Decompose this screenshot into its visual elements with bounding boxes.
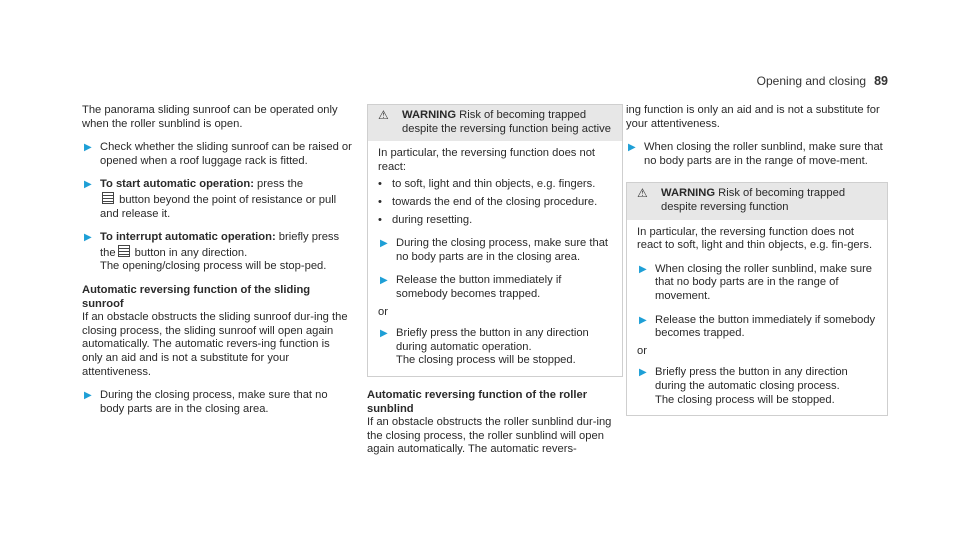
step-start-automatic — [82, 178, 352, 221]
step-press-button — [378, 327, 614, 368]
warning-triangle-icon: ⚠ — [378, 108, 389, 122]
step-roller-sunblind — [637, 263, 879, 304]
step-text: Release the button immediately if somebody becomes trapped. — [655, 313, 876, 340]
or-text: or — [637, 344, 647, 357]
arrow-right-icon: ▶ — [84, 390, 92, 402]
arrow-right-icon: ▶ — [380, 328, 388, 340]
step-text — [100, 178, 352, 221]
step-text — [396, 327, 614, 368]
warning-intro: In particular, the reversing function does not react to soft, light and thin objects, e.g. fin-gers. — [637, 225, 873, 252]
step-text: Check whether the sliding sunroof can be raised or opened when a roof luggage rack is fitted. — [100, 141, 352, 167]
arrow-right-icon: ▶ — [84, 179, 92, 191]
or-text: or — [378, 305, 388, 318]
step-text-part: Briefly press the button in any direction during the automatic closing process. — [655, 366, 848, 392]
step-check-luggage-rack — [82, 141, 352, 168]
step-press-button — [637, 366, 879, 407]
section-paragraph: If an obstacle obstructs the roller sunblind dur-ing the closing process, the roller sunblind will open again automatically. The automatic revers- — [367, 416, 612, 456]
step-text-part: button in any direction. — [131, 246, 248, 259]
step-text: Release the button immediately if somebody becomes trapped. — [396, 274, 562, 300]
warning-body — [368, 141, 622, 376]
step-text — [100, 231, 352, 274]
warning-title-text: Risk of becoming trapped despite the reversing function being active — [402, 109, 611, 135]
warning-label: WARNING — [661, 187, 716, 200]
step-release-button — [637, 314, 879, 341]
bullet-icon: • — [378, 195, 382, 208]
step-label: To start automatic operation: — [100, 178, 254, 191]
column-2 — [367, 104, 623, 467]
warning-title — [661, 187, 879, 214]
intro-paragraph: The panorama sliding sunroof can be operated only when the roller sunblind is open. — [82, 104, 338, 130]
step-text-part: The closing process will be stopped. — [655, 393, 835, 406]
overhead-button-icon — [118, 245, 130, 257]
warning-header — [627, 183, 887, 219]
list-item — [378, 214, 614, 228]
page-header — [757, 74, 888, 88]
step-text: When closing the roller sunblind, make sure that no body parts are in the range of movement. — [655, 262, 873, 302]
warning-body — [627, 220, 887, 416]
arrow-right-icon: ▶ — [380, 238, 388, 250]
section-heading: Automatic reversing function of the roller sunblind — [367, 388, 588, 415]
overhead-button-icon — [102, 192, 114, 204]
step-roller-sunblind — [626, 141, 888, 168]
step-interrupt-automatic — [82, 231, 352, 274]
warning-title-text: Risk of becoming trapped despite reversing function — [661, 187, 846, 213]
arrow-right-icon: ▶ — [628, 142, 636, 154]
step-text-part: The opening/closing process will be stop-ped. — [100, 260, 327, 273]
arrow-right-icon: ▶ — [639, 367, 647, 379]
section-heading: Automatic reversing function of the sliding sunroof — [82, 283, 311, 310]
column-3 — [626, 104, 888, 428]
page-number: 89 — [874, 74, 888, 88]
warning-box — [367, 104, 623, 377]
warning-box — [626, 182, 888, 416]
warning-triangle-icon: ⚠ — [637, 186, 648, 201]
warning-title — [402, 109, 614, 136]
step-text-part: press the — [253, 178, 304, 191]
column-1 — [82, 104, 352, 426]
bullet-icon: • — [378, 213, 382, 226]
warning-intro: In particular, the reversing function does not react: — [378, 147, 596, 173]
section-paragraph: If an obstacle obstructs the sliding sunroof dur-ing the closing process, the sliding sunroof will open again automatically. The automatic revers-ing function is only an aid and is not a substitute for your attentiveness. — [82, 311, 348, 378]
step-text: During the closing process, make sure that no body parts are in the closing area. — [396, 237, 609, 263]
list-item — [378, 196, 614, 210]
step-text-part: button beyond the point of resistance or pull and release it. — [100, 193, 337, 220]
step-closing-area — [378, 237, 614, 264]
step-text — [655, 366, 879, 407]
step-text-part: briefly press the — [100, 231, 340, 259]
arrow-right-icon: ▶ — [84, 232, 92, 244]
page-title: Opening and closing — [756, 74, 867, 88]
step-text-part: Briefly press the button in any direction during automatic operation. — [396, 327, 589, 353]
step-text-part: The closing process will be stopped. — [396, 354, 576, 367]
step-release-button — [378, 274, 614, 301]
arrow-right-icon: ▶ — [380, 275, 388, 287]
list-item-text: during resetting. — [392, 213, 473, 226]
step-label: To interrupt automatic operation: — [100, 231, 276, 244]
list-item-text: towards the end of the closing procedure. — [392, 195, 598, 208]
list-item — [378, 178, 614, 192]
arrow-right-icon: ▶ — [639, 263, 647, 275]
step-closing-area — [82, 389, 352, 416]
step-text: When closing the roller sunblind, make sure that no body parts are in the range of move-ment. — [644, 141, 883, 167]
arrow-right-icon: ▶ — [639, 314, 647, 326]
bullet-icon: • — [378, 178, 382, 191]
warning-header — [368, 105, 622, 141]
arrow-right-icon: ▶ — [84, 142, 92, 154]
warning-label: WARNING — [402, 109, 457, 121]
list-item-text: to soft, light and thin objects, e.g. fingers. — [392, 178, 596, 191]
step-text: During the closing process, make sure that no body parts are in the closing area. — [100, 389, 328, 415]
continued-paragraph: ing function is only an aid and is not a substitute for your attentiveness. — [626, 104, 880, 130]
